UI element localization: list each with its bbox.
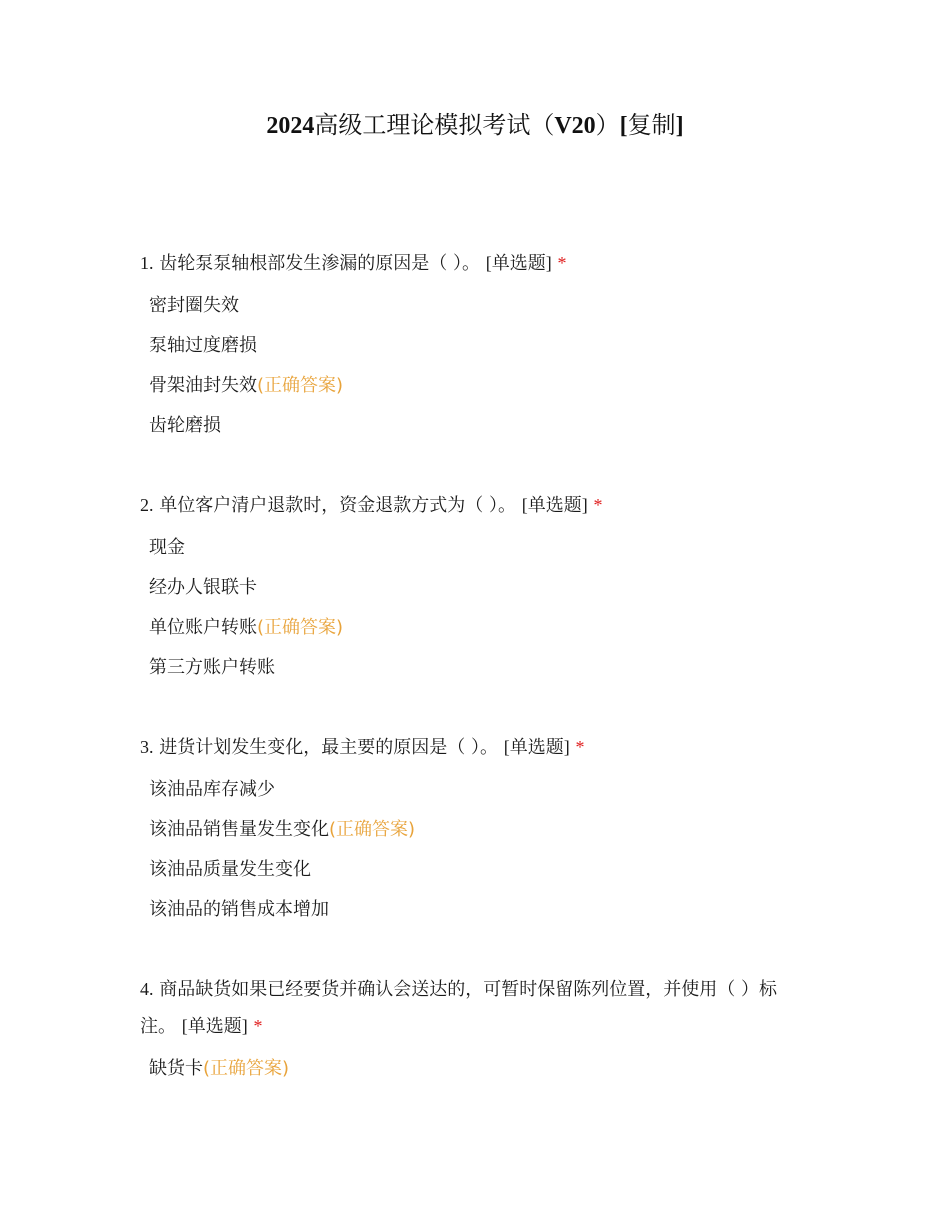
option bbox=[149, 1049, 810, 1089]
option-text: 骨架油封失效 bbox=[149, 375, 257, 396]
option bbox=[149, 648, 810, 688]
option-text: 第三方账户转账 bbox=[149, 657, 275, 678]
option bbox=[149, 286, 810, 326]
question-3 bbox=[140, 729, 810, 930]
question-text bbox=[140, 245, 810, 282]
option-list bbox=[140, 528, 810, 688]
option-text: 该油品的销售成本增加 bbox=[149, 899, 329, 920]
copy-label: 复制 bbox=[627, 113, 676, 139]
question-stem: 进货计划发生变化，最主要的原因是（ ）。 bbox=[159, 737, 498, 758]
option bbox=[149, 890, 810, 930]
correct-answer-tag: (正确答案) bbox=[203, 1058, 290, 1079]
option bbox=[149, 608, 810, 648]
option-list bbox=[140, 1049, 810, 1089]
question-number: 4. bbox=[140, 979, 154, 999]
option bbox=[149, 810, 810, 850]
option-text: 经办人银联卡 bbox=[149, 577, 257, 598]
option-text: 该油品质量发生变化 bbox=[149, 859, 311, 880]
option-text: 该油品销售量发生变化 bbox=[149, 819, 329, 840]
title-version: V20 bbox=[554, 113, 596, 139]
correct-answer-tag: (正确答案) bbox=[329, 819, 416, 840]
title-close-paren: ） bbox=[595, 113, 620, 139]
required-marker: * bbox=[557, 253, 567, 273]
question-number: 2. bbox=[140, 495, 154, 515]
option-list bbox=[140, 286, 810, 446]
question-2 bbox=[140, 487, 810, 688]
question-stem: 商品缺货如果已经要货并确认会送达的，可暂时保留陈列位置，并使用（ ）标注。 bbox=[140, 979, 777, 1037]
option-text: 缺货卡 bbox=[149, 1058, 203, 1079]
question-stem: 单位客户清户退款时，资金退款方式为（ ）。 bbox=[159, 495, 516, 516]
correct-answer-tag: (正确答案) bbox=[257, 375, 344, 396]
option-text: 该油品库存减少 bbox=[149, 779, 275, 800]
question-4 bbox=[140, 971, 810, 1089]
page-title bbox=[0, 108, 950, 144]
question-text bbox=[140, 487, 810, 524]
question-number: 3. bbox=[140, 737, 154, 757]
required-marker: * bbox=[593, 495, 603, 515]
question-type: [单选题] bbox=[503, 737, 570, 757]
option bbox=[149, 366, 810, 406]
option bbox=[149, 326, 810, 366]
option-text: 齿轮磨损 bbox=[149, 415, 221, 436]
title-text: 高级工理论模拟考试（ bbox=[314, 113, 555, 139]
title-year: 2024 bbox=[266, 113, 315, 139]
option-text: 单位账户转账 bbox=[149, 617, 257, 638]
option bbox=[149, 406, 810, 446]
question-text bbox=[140, 729, 810, 766]
question-1 bbox=[140, 245, 810, 446]
question-number: 1. bbox=[140, 253, 154, 273]
option-text: 现金 bbox=[149, 537, 185, 558]
question-text bbox=[140, 971, 810, 1045]
required-marker: * bbox=[253, 1016, 263, 1036]
title-bracket-close: ] bbox=[675, 113, 684, 139]
option-text: 密封圈失效 bbox=[149, 295, 239, 316]
title-bracket-open: [ bbox=[619, 113, 628, 139]
option bbox=[149, 568, 810, 608]
option bbox=[149, 850, 810, 890]
option bbox=[149, 528, 810, 568]
question-type: [单选题] bbox=[485, 253, 552, 273]
correct-answer-tag: (正确答案) bbox=[257, 617, 344, 638]
question-stem: 齿轮泵泵轴根部发生渗漏的原因是（ ）。 bbox=[159, 253, 480, 274]
option bbox=[149, 770, 810, 810]
question-type: [单选题] bbox=[521, 495, 588, 515]
question-type: [单选题] bbox=[181, 1016, 248, 1036]
required-marker: * bbox=[575, 737, 585, 757]
option-text: 泵轴过度磨损 bbox=[149, 335, 257, 356]
option-list bbox=[140, 770, 810, 930]
